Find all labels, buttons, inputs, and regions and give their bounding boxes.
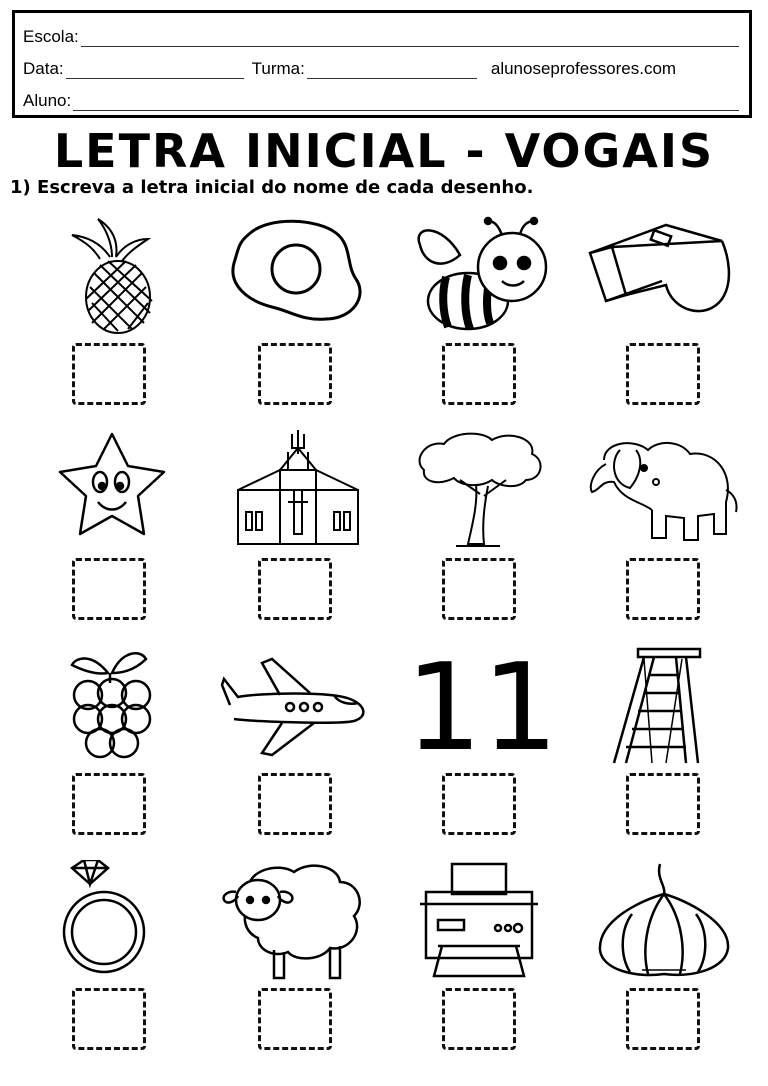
answer-box[interactable] [258,343,332,405]
ring-icon [32,860,192,980]
elephant-icon [586,430,746,550]
exercise-item [586,430,746,640]
tree-icon [402,430,562,550]
answer-box[interactable] [626,558,700,620]
star-icon [32,430,192,550]
turma-label: Turma: [251,59,305,78]
data-label: Data: [23,59,64,78]
aluno-label: Aluno: [23,91,72,110]
header-form [12,10,752,118]
answer-box[interactable] [442,773,516,835]
airplane-icon [218,645,378,765]
answer-box[interactable] [626,988,700,1050]
escola-row [23,21,739,47]
number-eleven: 11 [405,645,559,765]
answer-box[interactable] [258,988,332,1050]
escola-label: Escola: [23,27,79,46]
exercise-item [402,430,562,640]
answer-box[interactable] [442,343,516,405]
exercise-item [402,645,562,855]
answer-box[interactable] [442,988,516,1050]
grapes-icon [32,645,192,765]
exercise-item [32,215,192,425]
exercise-item [32,430,192,640]
answer-box[interactable] [626,773,700,835]
answer-box[interactable] [72,343,146,405]
printer-icon [402,860,562,980]
answer-box[interactable] [72,988,146,1050]
whistle-icon [586,215,746,335]
exercise-item [32,645,192,855]
ladder-icon [586,645,746,765]
church-icon [218,430,378,550]
data-row [23,53,739,79]
answer-box[interactable] [626,343,700,405]
exercise-item [402,215,562,425]
fried-egg-icon [218,215,378,335]
exercise-item [586,860,746,1070]
aluno-row [23,85,739,111]
answer-box[interactable] [72,558,146,620]
escola-field[interactable] [81,28,739,47]
garlic-icon [586,860,746,980]
exercise-item [218,430,378,640]
answer-box[interactable] [258,773,332,835]
site-url: alunoseprofessores.com [490,59,677,78]
instruction-text: 1) Escreva a letra inicial do nome de cada desenho. [10,177,534,198]
turma-field[interactable] [307,60,477,79]
exercise-item [402,860,562,1070]
exercise-item [586,645,746,855]
answer-box[interactable] [72,773,146,835]
sheep-icon [218,860,378,980]
exercise-item [586,215,746,425]
exercise-item [32,860,192,1070]
data-field[interactable] [66,60,244,79]
exercise-item [218,645,378,855]
exercise-item [218,215,378,425]
page-title: LETRA INICIAL - VOGAIS [53,124,715,178]
answer-box[interactable] [442,558,516,620]
pineapple-icon [32,215,192,335]
aluno-field[interactable] [73,92,739,111]
exercise-item [218,860,378,1070]
number-eleven-icon [402,645,562,765]
bee-icon [402,215,562,335]
answer-box[interactable] [258,558,332,620]
